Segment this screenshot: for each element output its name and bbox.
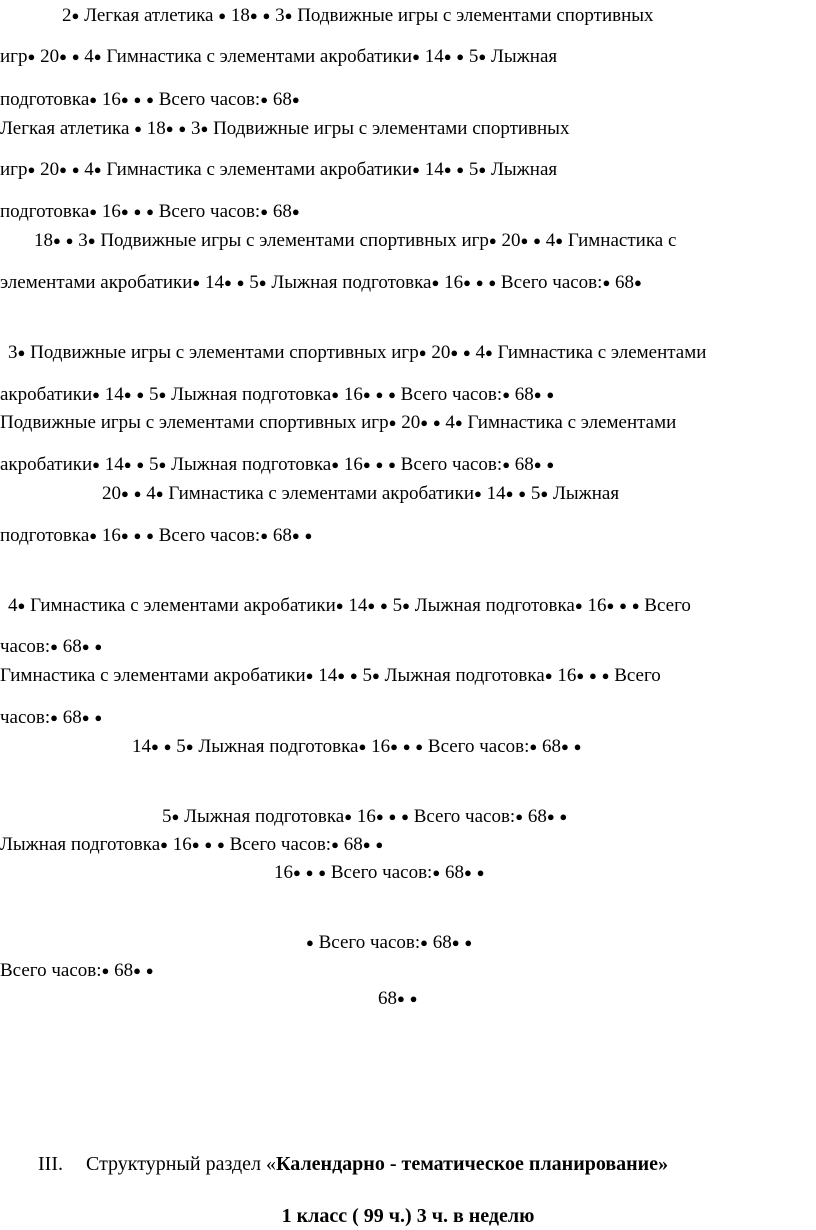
bullet-icon: ● xyxy=(331,837,339,852)
bullet-icon: ● xyxy=(163,739,172,754)
bullet-icon: ● xyxy=(619,598,627,613)
text-line: Легкая атлетика ● 18● ● 3● Подвижные игры с элементами спортивных xyxy=(0,118,570,139)
text-line: 14● ● 5● Лыжная подготовка● 16● ● ● Всего часов:● 68● ● xyxy=(132,736,582,757)
text-line: подготовка● 16● ● ● Всего часов:● 68● xyxy=(0,201,300,222)
text-line: акробатики● 14● ● 5● Лыжная подготовка● 16● ● ● Всего часов:● 68● ● xyxy=(0,384,555,405)
section-heading xyxy=(38,1151,668,1177)
bullet-icon: ● xyxy=(192,275,201,290)
bullet-icon: ● xyxy=(362,387,371,402)
text-line: часов:● 68● ● xyxy=(0,707,103,728)
bullet-icon: ● xyxy=(432,865,441,880)
bullet-icon: ● xyxy=(349,668,358,683)
text-line: ● Всего часов:● 68● ● xyxy=(306,932,473,953)
bullet-icon: ● xyxy=(601,668,610,683)
bullet-icon: ● xyxy=(443,49,452,64)
bullet-icon: ● xyxy=(420,415,429,430)
bullet-icon: ● xyxy=(284,8,293,23)
bullet-icon: ● xyxy=(454,415,463,430)
bullet-icon: ● xyxy=(634,275,642,290)
section-title: Календарно - тематическое планирование» xyxy=(276,1153,669,1175)
bullet-icon: ● xyxy=(397,991,405,1006)
bullet-icon: ● xyxy=(92,457,101,472)
bullet-icon: ● xyxy=(474,486,482,501)
bullet-icon: ● xyxy=(120,528,129,543)
bullet-icon: ● xyxy=(515,809,524,824)
bullet-icon: ● xyxy=(151,739,159,754)
bullet-icon: ● xyxy=(305,668,314,683)
bullet-icon: ● xyxy=(602,275,611,290)
bullet-icon: ● xyxy=(388,387,396,402)
bullet-icon: ● xyxy=(17,598,26,613)
bullet-icon: ● xyxy=(402,598,410,613)
section-prefix: Структурный раздел « xyxy=(86,1153,277,1175)
bullet-icon: ● xyxy=(306,935,314,950)
bullet-icon: ● xyxy=(485,345,493,360)
text-line: 5● Лыжная подготовка● 16● ● ● Всего часов:● 68● ● xyxy=(162,806,568,827)
text-line: игр● 20● ● 4● Гимнастика с элементами акробатики● 14● ● 5● Лыжная xyxy=(0,46,558,67)
bullet-icon: ● xyxy=(576,668,585,683)
bullet-icon: ● xyxy=(462,345,471,360)
bullet-icon: ● xyxy=(133,204,142,219)
bullet-icon: ● xyxy=(450,345,459,360)
text-line: Всего часов:● 68● ● xyxy=(0,960,154,981)
text-line: часов:● 68● ● xyxy=(0,636,103,657)
bullet-icon: ● xyxy=(59,49,67,64)
bullet-icon: ● xyxy=(87,233,96,248)
bullet-icon: ● xyxy=(358,739,367,754)
bullet-icon: ● xyxy=(160,837,168,852)
bullet-icon: ● xyxy=(158,457,167,472)
bullet-icon: ● xyxy=(451,935,460,950)
bullet-icon: ● xyxy=(305,865,314,880)
bullet-icon: ● xyxy=(318,865,327,880)
bullet-icon: ● xyxy=(146,92,154,107)
bullet-icon: ● xyxy=(362,837,371,852)
bullet-icon: ● xyxy=(546,457,555,472)
bullet-icon: ● xyxy=(331,457,340,472)
bullet-icon: ● xyxy=(136,457,145,472)
bullet-icon: ● xyxy=(375,387,384,402)
text-line: Подвижные игры с элементами спортивных игр● 20● ● 4● Гимнастика с элементами xyxy=(0,412,677,433)
bullet-icon: ● xyxy=(478,162,487,177)
bullet-icon: ● xyxy=(146,528,154,543)
bullet-icon: ● xyxy=(443,162,452,177)
section-number: III. xyxy=(38,1153,63,1175)
bullet-icon: ● xyxy=(431,275,440,290)
bullet-icon: ● xyxy=(505,486,514,501)
bullet-icon: ● xyxy=(133,528,142,543)
bullet-icon: ● xyxy=(573,739,582,754)
bullet-icon: ● xyxy=(304,528,313,543)
bullet-icon: ● xyxy=(81,639,90,654)
bullet-icon: ● xyxy=(456,162,465,177)
bullet-icon: ● xyxy=(463,275,471,290)
bullet-icon: ● xyxy=(291,528,300,543)
bullet-icon: ● xyxy=(89,528,98,543)
text-line: 20● ● 4● Гимнастика с элементами акробатики● 14● ● 5● Лыжная xyxy=(102,483,620,504)
bullet-icon: ● xyxy=(533,233,541,248)
bullet-icon: ● xyxy=(59,162,67,177)
bullet-icon: ● xyxy=(191,837,200,852)
bullet-icon: ● xyxy=(533,457,542,472)
bullet-icon: ● xyxy=(133,963,141,978)
bullet-icon: ● xyxy=(71,8,80,23)
bullet-icon: ● xyxy=(291,204,300,219)
bullet-icon: ● xyxy=(71,49,80,64)
bullet-icon: ● xyxy=(93,49,102,64)
text-line: Лыжная подготовка● 16● ● ● Всего часов:● 68● ● xyxy=(0,834,384,855)
bullet-icon: ● xyxy=(420,935,428,950)
bullet-icon: ● xyxy=(123,457,132,472)
bullet-icon: ● xyxy=(53,233,61,248)
bullet-icon: ● xyxy=(476,865,485,880)
bullet-icon: ● xyxy=(502,457,511,472)
bullet-icon: ● xyxy=(402,739,411,754)
bullet-icon: ● xyxy=(224,275,232,290)
bullet-icon: ● xyxy=(216,837,225,852)
text-line: 68● ● xyxy=(378,988,418,1009)
bullet-icon: ● xyxy=(546,809,555,824)
bullet-icon: ● xyxy=(81,710,90,725)
bullet-icon: ● xyxy=(588,668,597,683)
bullet-icon: ● xyxy=(258,275,267,290)
bullet-icon: ● xyxy=(94,710,103,725)
bullet-icon: ● xyxy=(123,387,132,402)
bullet-icon: ● xyxy=(372,668,380,683)
bullet-icon: ● xyxy=(412,49,420,64)
bullet-icon: ● xyxy=(367,598,376,613)
bullet-icon: ● xyxy=(92,387,101,402)
bullet-icon: ● xyxy=(502,387,511,402)
bullet-icon: ● xyxy=(236,275,245,290)
bullet-icon: ● xyxy=(388,809,397,824)
bullet-icon: ● xyxy=(409,991,418,1006)
bullet-icon: ● xyxy=(574,598,583,613)
text-line: 18● ● 3● Подвижные игры с элементами спортивных игр● 20● ● 4● Гимнастика с xyxy=(34,230,677,251)
bullet-icon: ● xyxy=(65,233,74,248)
text-line: игр● 20● ● 4● Гимнастика с элементами акробатики● 14● ● 5● Лыжная xyxy=(0,159,558,180)
text-line: акробатики● 14● ● 5● Лыжная подготовка● 16● ● ● Всего часов:● 68● ● xyxy=(0,454,555,475)
bullet-icon: ● xyxy=(50,710,59,725)
bullet-icon: ● xyxy=(155,486,164,501)
bullet-icon: ● xyxy=(146,204,154,219)
bullet-icon: ● xyxy=(120,204,129,219)
bullet-icon: ● xyxy=(337,668,346,683)
bullet-icon: ● xyxy=(432,415,441,430)
text-line: 16● ● ● Всего часов:● 68● ● xyxy=(274,862,485,883)
bullet-icon: ● xyxy=(171,809,180,824)
bullet-icon: ● xyxy=(293,865,301,880)
bullet-icon: ● xyxy=(145,963,154,978)
bullet-icon: ● xyxy=(27,49,36,64)
bullet-icon: ● xyxy=(518,486,527,501)
bullet-icon: ● xyxy=(158,387,167,402)
bullet-icon: ● xyxy=(456,49,465,64)
bullet-icon: ● xyxy=(533,387,542,402)
bullet-icon: ● xyxy=(478,49,487,64)
bullet-icon: ● xyxy=(388,415,397,430)
text-line: 2● Легкая атлетика ● 18● ● 3● Подвижные игры с элементами спортивных xyxy=(62,5,654,26)
bullet-icon: ● xyxy=(555,233,564,248)
text-line: элементами акробатики● 14● ● 5● Лыжная подготовка● 16● ● ● Всего часов:● 68● xyxy=(0,272,642,293)
bullet-icon: ● xyxy=(390,739,398,754)
bullet-icon: ● xyxy=(178,121,187,136)
bullet-icon: ● xyxy=(260,92,269,107)
bullet-icon: ● xyxy=(520,233,529,248)
bullet-icon: ● xyxy=(71,162,80,177)
text-line: 4● Гимнастика с элементами акробатики● 14● ● 5● Лыжная подготовка● 16● ● ● Всего xyxy=(8,595,691,616)
bullet-icon: ● xyxy=(101,963,110,978)
text-line: подготовка● 16● ● ● Всего часов:● 68● xyxy=(0,89,300,110)
bullet-icon: ● xyxy=(464,935,473,950)
bullet-icon: ● xyxy=(27,162,36,177)
bullet-icon: ● xyxy=(561,739,569,754)
bullet-icon: ● xyxy=(134,121,142,136)
bullet-icon: ● xyxy=(546,387,555,402)
bullet-icon: ● xyxy=(94,639,103,654)
bullet-icon: ● xyxy=(185,739,194,754)
bullet-icon: ● xyxy=(89,204,98,219)
bullet-icon: ● xyxy=(93,162,102,177)
bullet-icon: ● xyxy=(133,486,142,501)
bullet-icon: ● xyxy=(418,345,427,360)
bullet-icon: ● xyxy=(335,598,344,613)
bullet-icon: ● xyxy=(488,275,497,290)
bullet-icon: ● xyxy=(260,204,269,219)
bullet-icon: ● xyxy=(415,739,424,754)
bullet-icon: ● xyxy=(631,598,640,613)
bullet-icon: ● xyxy=(262,8,271,23)
bullet-icon: ● xyxy=(136,387,145,402)
bullet-icon: ● xyxy=(89,92,98,107)
bullet-icon: ● xyxy=(544,668,553,683)
bullet-icon: ● xyxy=(388,457,396,472)
bullet-icon: ● xyxy=(488,233,497,248)
bullet-icon: ● xyxy=(380,598,388,613)
bullet-icon: ● xyxy=(463,865,472,880)
bullet-icon: ● xyxy=(475,275,484,290)
text-line: 3● Подвижные игры с элементами спортивных игр● 20● ● 4● Гимнастика с элементами xyxy=(8,342,707,363)
bullet-icon: ● xyxy=(606,598,615,613)
bullet-icon: ● xyxy=(218,8,227,23)
bullet-icon: ● xyxy=(249,8,258,23)
text-line: Гимнастика с элементами акробатики● 14● ● 5● Лыжная подготовка● 16● ● ● Всего xyxy=(0,665,661,686)
bullet-icon: ● xyxy=(375,837,384,852)
bullet-icon: ● xyxy=(375,457,384,472)
bullet-icon: ● xyxy=(559,809,568,824)
bullet-icon: ● xyxy=(331,387,340,402)
bullet-icon: ● xyxy=(362,457,371,472)
bullet-icon: ● xyxy=(260,528,269,543)
bullet-icon: ● xyxy=(200,121,209,136)
bullet-icon: ● xyxy=(291,92,300,107)
bullet-icon: ● xyxy=(401,809,409,824)
bullet-icon: ● xyxy=(344,809,353,824)
bullet-icon: ● xyxy=(120,92,129,107)
bullet-icon: ● xyxy=(375,809,384,824)
bullet-icon: ● xyxy=(529,739,538,754)
bullet-icon: ● xyxy=(133,92,142,107)
bullet-icon: ● xyxy=(121,486,129,501)
bullet-icon: ● xyxy=(204,837,213,852)
bullet-icon: ● xyxy=(17,345,26,360)
bullet-icon: ● xyxy=(540,486,549,501)
section-subtitle: 1 класс ( 99 ч.) 3 ч. в неделю xyxy=(281,1205,535,1227)
bullet-icon: ● xyxy=(412,162,420,177)
bullet-icon: ● xyxy=(165,121,174,136)
text-line: подготовка● 16● ● ● Всего часов:● 68● ● xyxy=(0,525,313,546)
bullet-icon: ● xyxy=(50,639,59,654)
